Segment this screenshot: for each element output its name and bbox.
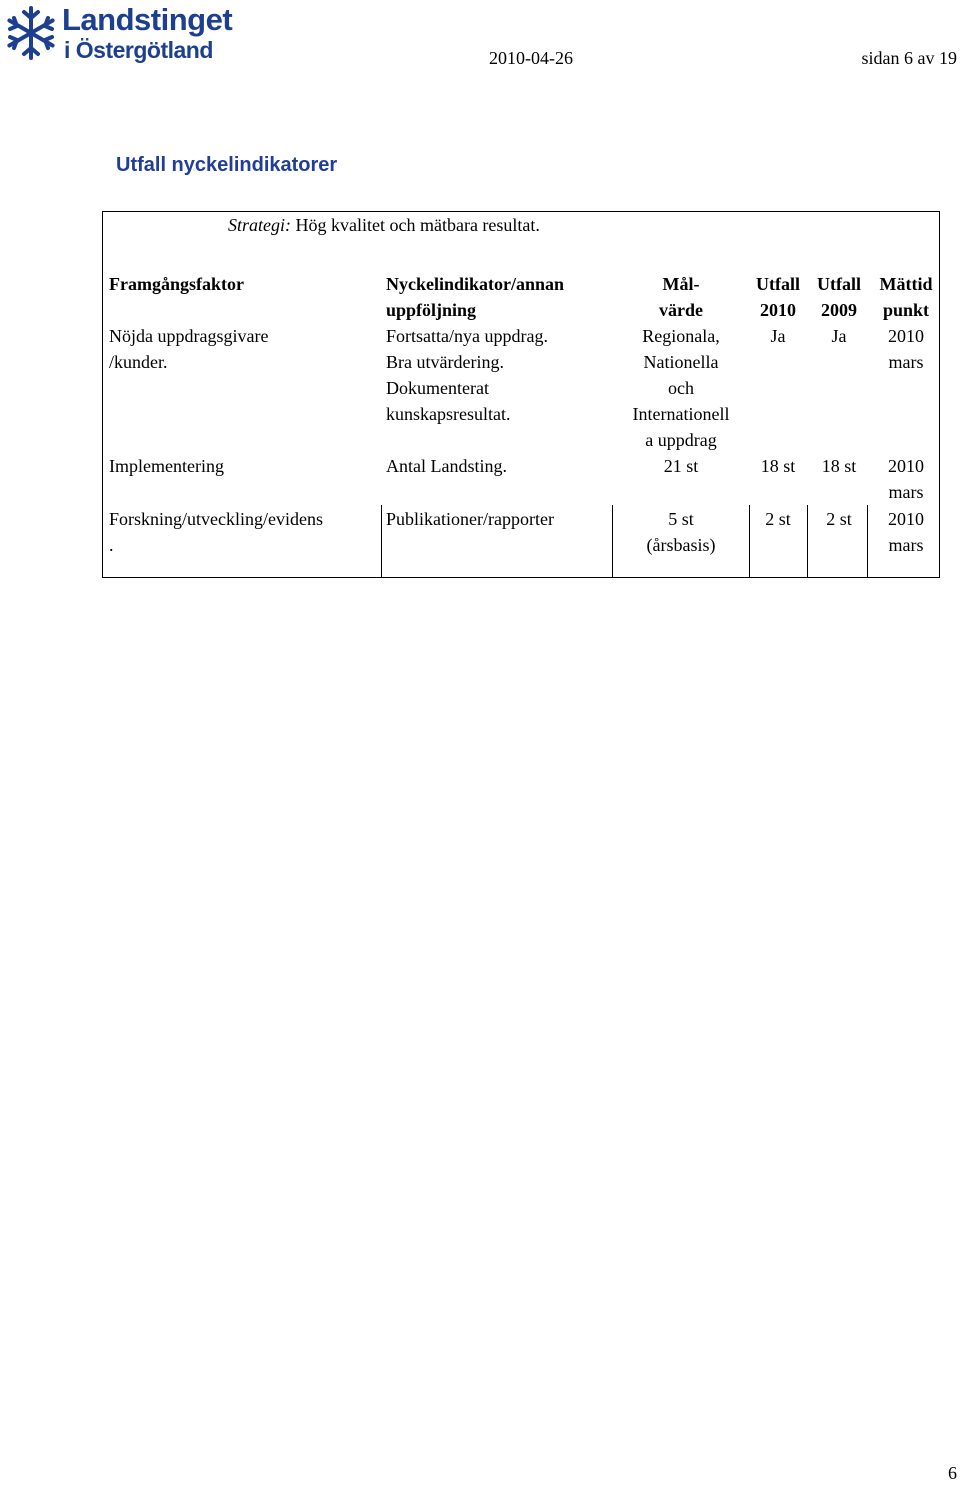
col-divider-2	[612, 505, 613, 578]
strategy-label: Strategi:	[228, 215, 291, 235]
header-outcome-2010-text: Utfall 2010	[756, 274, 800, 320]
row3-outcome-2009: 2 st	[826, 509, 852, 529]
col-divider-1	[381, 505, 382, 578]
section-title: Utfall nyckelindikatorer	[116, 154, 338, 176]
row1-outcome-2010: Ja	[770, 326, 786, 346]
footer-page-number: 6	[948, 1463, 957, 1483]
row1-time: 2010 mars	[888, 326, 924, 372]
strategy-line	[228, 212, 540, 238]
row3-indicator: Publikationer/rapporter	[386, 509, 554, 529]
strategy-text: Hög kvalitet och mätbara resultat.	[295, 215, 540, 235]
row2-factor: Implementering	[109, 456, 224, 476]
row3-outcome-2010: 2 st	[765, 509, 791, 529]
row3-time: 2010 mars	[888, 509, 924, 555]
row3-target: 5 st (årsbasis)	[646, 509, 716, 555]
row2-outcome-2010: 18 st	[760, 456, 796, 476]
row1-indicator: Fortsatta/nya uppdrag. Bra utvärdering. Dokumenterat kunskapsresultat.	[386, 326, 548, 424]
header-outcome-2009	[809, 271, 869, 323]
header-time-text: Mättid punkt	[879, 274, 933, 320]
header-outcome-2010	[748, 271, 808, 323]
header-time	[870, 271, 942, 323]
header-factor: Framgångsfaktor	[109, 274, 244, 294]
header-target-text: Mål- värde	[659, 274, 703, 320]
logo-text-line1: Landstinget	[62, 2, 233, 37]
row1-outcome-2009: Ja	[831, 326, 847, 346]
header-indicator	[386, 271, 614, 323]
row2-time: 2010 mars	[888, 456, 924, 502]
header-indicator-text: Nyckelindikator/annan uppföljning	[386, 274, 565, 320]
logo-text-line2: i Östergötland	[64, 37, 213, 63]
header-date: 2010-04-26	[489, 48, 573, 68]
header-target	[614, 271, 748, 323]
row1-factor: Nöjda uppdragsgivare /kunder.	[109, 326, 269, 372]
landstinget-logo	[0, 0, 250, 64]
header-outcome-2009-text: Utfall 2009	[817, 274, 861, 320]
row2-target: 21 st	[663, 456, 699, 476]
row2-indicator: Antal Landsting.	[386, 456, 507, 476]
row3-factor: Forskning/utveckling/evidens .	[109, 509, 323, 555]
header-page-indicator: sidan 6 av 19	[861, 48, 957, 68]
snowflake-icon	[2, 4, 60, 62]
row2-outcome-2009: 18 st	[821, 456, 857, 476]
row1-target: Regionala, Nationella och Internationell a uppdrag	[632, 326, 730, 450]
